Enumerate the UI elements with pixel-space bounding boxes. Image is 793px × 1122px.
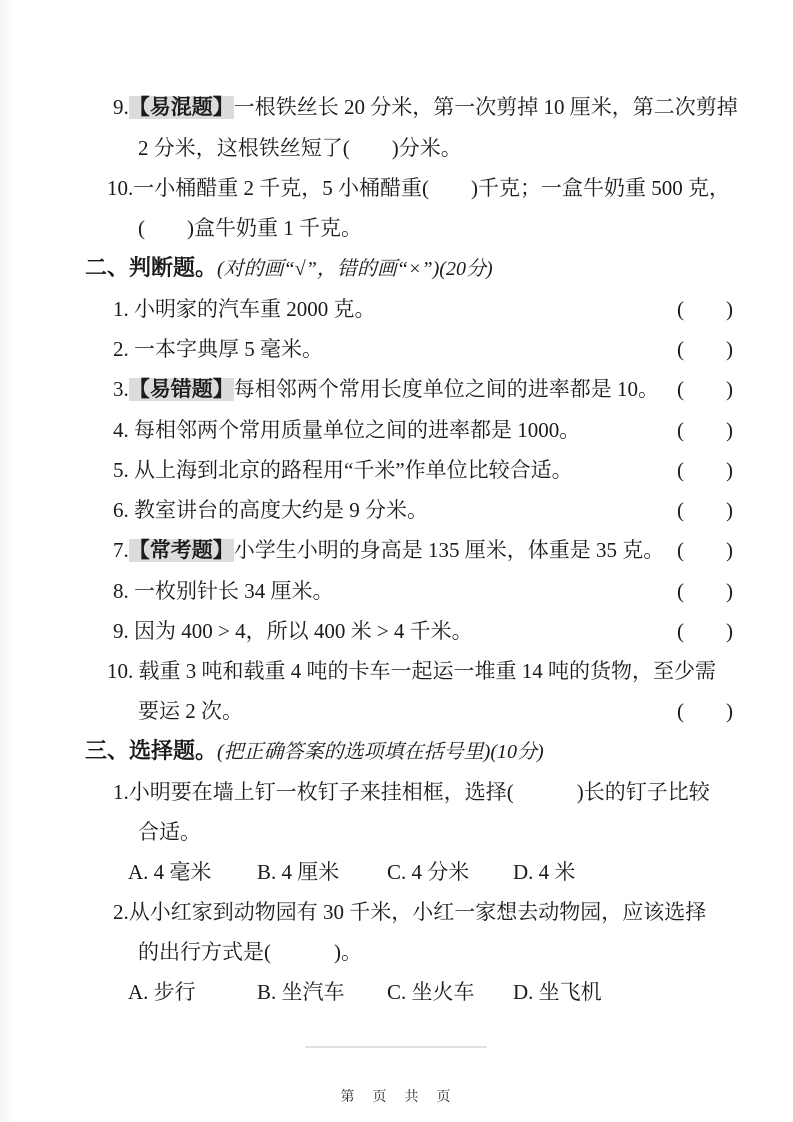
choice-question-1-options	[128, 857, 733, 887]
choice-option-a: A. 4 毫米	[128, 860, 212, 884]
answer-blank: ( )	[677, 337, 733, 361]
judgment-item-6	[113, 495, 733, 525]
question-number: 7.	[113, 538, 129, 562]
judgment-item-text	[113, 455, 573, 485]
question-text: 的出行方式是( )。	[138, 940, 362, 964]
question-text: 一本字典厚 5 毫米。	[134, 337, 323, 361]
question-text: 每相邻两个常用质量单位之间的进率都是 1000。	[134, 418, 581, 442]
judgment-item-text	[113, 334, 323, 364]
topic-tag-changkao: 【常考题】	[128, 539, 234, 562]
judgment-item-7	[113, 535, 733, 566]
judgment-item-4	[113, 415, 733, 445]
choice-question-2-line-2	[138, 937, 733, 967]
judgment-item-text	[113, 495, 428, 525]
question-text: 每相邻两个常用长度单位之间的进率都是 10。	[233, 377, 659, 401]
question-text: 载重 3 吨和载重 4 吨的卡车一起运一堆重 14 吨的货物，至少需	[138, 659, 716, 683]
question-text: 一枚别针长 34 厘米。	[134, 579, 334, 603]
answer-blank: ( )	[677, 297, 733, 321]
question-text: 因为 400 > 4，所以 400 米 > 4 千米。	[134, 619, 473, 643]
question-number: 10.	[107, 176, 134, 200]
judgment-item-10-line-2	[138, 696, 733, 726]
judgment-item-10-line-1	[107, 656, 733, 686]
question-number: 2.	[113, 900, 129, 924]
judgment-item-3	[113, 374, 733, 405]
choice-option-c: C. 4 分米	[387, 860, 470, 884]
question-number: 1.	[113, 780, 129, 804]
question-text: 从上海到北京的路程用“千米”作单位比较合适。	[134, 458, 573, 482]
choice-option-c: C. 坐火车	[387, 980, 475, 1004]
section-heading-judgment	[85, 253, 733, 284]
judgment-item-text	[113, 294, 376, 324]
question-text: 要运 2 次。	[138, 699, 243, 723]
question-number: 6.	[113, 498, 129, 522]
section-heading-title: 三、选择题。	[85, 738, 218, 763]
question-text: 小明要在墙上钉一枚钉子来挂相框，选择( )长的钉子比较	[128, 780, 710, 804]
fill-in-question-10-line-1	[107, 173, 733, 203]
judgment-item-8	[113, 576, 733, 606]
judgment-item-2	[113, 334, 733, 364]
judgment-item-text	[113, 616, 473, 646]
question-text: 一根铁丝长 20 分米，第一次剪掉 10 厘米，第二次剪掉	[233, 95, 738, 119]
question-text: ( )盒牛奶重 1 千克。	[138, 216, 362, 240]
judgment-item-text	[113, 576, 334, 606]
choice-option-d: D. 4 米	[513, 860, 576, 884]
footer-divider-line	[305, 1046, 487, 1048]
question-text: 2 分米，这根铁丝短了( )分米。	[138, 136, 462, 160]
judgment-item-9	[113, 616, 733, 646]
question-number: 1.	[113, 297, 129, 321]
choice-option-b: B. 坐汽车	[257, 980, 345, 1004]
question-text: 一小桶醋重 2 千克，5 小桶醋重( )千克；一盒牛奶重 500 克，	[133, 176, 730, 200]
section-heading-choice	[85, 736, 733, 767]
page-footer: 第 页 共 页	[340, 1088, 453, 1104]
question-number: 10.	[107, 659, 134, 683]
judgment-item-1	[113, 294, 733, 324]
question-number: 5.	[113, 458, 129, 482]
choice-question-1-line-1	[113, 777, 733, 807]
answer-blank: ( )	[677, 458, 733, 482]
question-number: 9.	[113, 619, 129, 643]
section-heading-note: (对的画“√”，错的画“×”)(20分)	[217, 258, 493, 280]
answer-blank: ( )	[677, 579, 733, 603]
section-heading-title: 二、判断题。	[85, 255, 218, 280]
fill-in-question-9-line-1	[113, 92, 738, 123]
question-text: 小明家的汽车重 2000 克。	[134, 297, 376, 321]
answer-blank: ( )	[677, 377, 733, 401]
choice-option-a: A. 步行	[128, 980, 196, 1004]
topic-tag-yihun: 【易混题】	[128, 96, 234, 119]
fill-in-question-10-line-2	[138, 213, 733, 243]
question-text: 从小红家到动物园有 30 千米，小红一家想去动物园，应该选择	[128, 900, 707, 924]
question-number: 9.	[113, 95, 129, 119]
topic-tag-yicuo: 【易错题】	[128, 378, 234, 401]
answer-blank: ( )	[677, 418, 733, 442]
choice-question-2-line-1	[113, 897, 733, 927]
question-text: 小学生小明的身高是 135 厘米，体重是 35 克。	[233, 538, 665, 562]
question-text: 教室讲台的高度大约是 9 分米。	[134, 498, 428, 522]
answer-blank: ( )	[677, 498, 733, 522]
answer-blank: ( )	[677, 699, 733, 723]
section-heading-note: (把正确答案的选项填在括号里)(10分)	[217, 741, 544, 763]
question-number: 8.	[113, 579, 129, 603]
judgment-item-text	[113, 374, 659, 405]
question-number: 4.	[113, 418, 129, 442]
judgment-item-text	[113, 535, 664, 566]
choice-option-d: D. 坐飞机	[513, 980, 602, 1004]
judgment-item-5	[113, 455, 733, 485]
question-text: 合适。	[138, 820, 201, 844]
exam-content	[85, 92, 738, 1017]
answer-blank: ( )	[677, 538, 733, 562]
judgment-item-text	[113, 415, 580, 445]
fill-in-question-9-line-2	[138, 133, 733, 163]
choice-option-b: B. 4 厘米	[257, 860, 340, 884]
answer-blank: ( )	[677, 619, 733, 643]
choice-question-1-line-2	[138, 817, 733, 847]
question-number: 3.	[113, 377, 129, 401]
question-number: 2.	[113, 337, 129, 361]
choice-question-2-options	[128, 977, 733, 1007]
